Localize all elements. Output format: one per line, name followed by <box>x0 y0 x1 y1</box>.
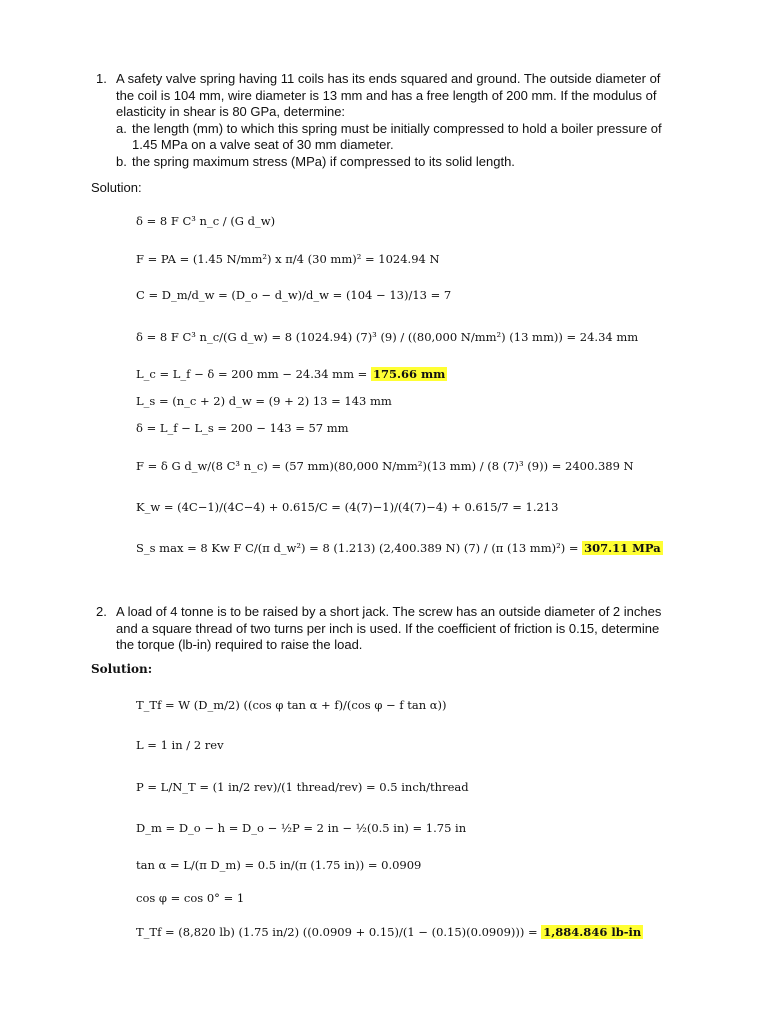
answer-highlight: 1,884.846 lb-in <box>543 925 642 939</box>
answer-highlight: 307.11 MPa <box>584 541 661 555</box>
part-b: b. the spring maximum stress (MPa) if compressed to its solid length. <box>116 153 515 169</box>
equation: S_s max = 8 Kw F C/(π d_w²) = 8 (1.213) (2,400.389 N) (7) / (π (13 mm)²) = 307.11 MPa <box>136 541 661 555</box>
solution-label: Solution: <box>91 662 153 676</box>
solution-label: Solution: <box>91 180 142 195</box>
equation: L = 1 in / 2 rev <box>136 738 224 752</box>
equation: tan α = L/(π D_m) = 0.5 in/(π (1.75 in)) = 0.0909 <box>136 858 422 872</box>
equation: δ = L_f − L_s = 200 − 143 = 57 mm <box>136 421 349 435</box>
problem-2 <box>96 604 680 654</box>
problem-number: 1. <box>96 71 107 86</box>
problem-1 <box>96 71 680 170</box>
equation: K_w = (4C−1)/(4C−4) + 0.615/C = (4(7)−1)/(4(7)−4) + 0.615/7 = 1.213 <box>136 500 559 514</box>
equation: D_m = D_o − h = D_o − ½P = 2 in − ½(0.5 in) = 1.75 in <box>136 821 467 835</box>
equation: T_Tf = (8,820 lb) (1.75 in/2) ((0.0909 + 0.15)/(1 − (0.15)(0.0909))) = 1,884.846 lb-in <box>136 925 642 939</box>
equation: L_c = L_f − δ = 200 mm − 24.34 mm = 175.66 mm <box>136 367 446 381</box>
equation: F = δ G d_w/(8 C³ n_c) = (57 mm)(80,000 N/mm²)(13 mm) / (8 (7)³ (9)) = 2400.389 N <box>136 459 634 473</box>
equation: T_Tf = W (D_m/2) ((cos φ tan α + f)/(cos φ − f tan α)) <box>136 698 447 712</box>
problem-text: A load of 4 tonne is to be raised by a short jack. The screw has an outside diameter of 2 inches and a square thread of two turns per inch is used. If the coefficient of friction is 0.15, determine the torque (lb-in) required to raise the load. <box>116 604 662 652</box>
answer-highlight: 175.66 mm <box>372 367 446 381</box>
equation: δ = 8 F C³ n_c/(G d_w) = 8 (1024.94) (7)³ (9) / ((80,000 N/mm²) (13 mm)) = 24.34 mm <box>136 330 639 344</box>
part-a: a. the length (mm) to which this spring must be initially compressed to hold a boiler pressure of 1.45 MPa on a valve seat of 30 mm diameter. <box>116 120 662 152</box>
equation: P = L/N_T = (1 in/2 rev)/(1 thread/rev) = 0.5 inch/thread <box>136 780 469 794</box>
problem-text: A safety valve spring having 11 coils has its ends squared and ground. The outside diameter of the coil is 104 mm, wire diameter is 13 mm and has a free length of 200 mm. If the modulus of elasticity in shear is 80 GPa, determine: <box>116 71 661 119</box>
equation: cos φ = cos 0° = 1 <box>136 891 245 905</box>
equation: C = D_m/d_w = (D_o − d_w)/d_w = (104 − 13)/13 = 7 <box>136 288 452 302</box>
equation: F = PA = (1.45 N/mm²) x π/4 (30 mm)² = 1024.94 N <box>136 252 440 266</box>
problem-number: 2. <box>96 604 107 619</box>
equation: L_s = (n_c + 2) d_w = (9 + 2) 13 = 143 mm <box>136 394 392 408</box>
equation: δ = 8 F C³ n_c / (G d_w) <box>136 214 276 228</box>
